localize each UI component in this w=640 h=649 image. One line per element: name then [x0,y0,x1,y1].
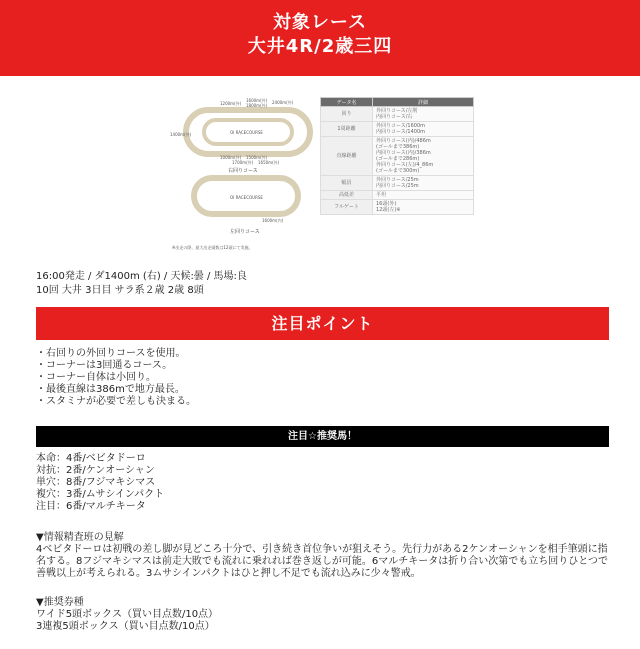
pick-honmei: 本命：4番/ベビタドーロ [36,453,146,464]
picks-list [36,453,164,513]
distance-1600: 1600m(外) [246,98,268,103]
row-value-line: 外回りコース/25m [376,177,419,183]
table-header-key: データ名 [321,98,373,107]
table-row [321,107,474,122]
race-info [36,270,247,298]
points-heading: 注目ポイント [36,307,609,340]
row-value [373,107,474,122]
row-value [373,176,474,191]
tickets-section [36,597,218,633]
pick-fukuana: 複穴：3番/ムサシインパクト [36,489,165,500]
row-value [373,122,474,137]
table-row [321,191,474,200]
row-value-line: 外回りコース/1600m [376,123,426,129]
picks-heading: 注目☆推奨馬！ [36,426,609,447]
ticket-sanrenpuku: 3連複5頭ボックス（買い目点数/10点） [36,621,215,632]
row-key: フルゲート [321,200,373,215]
row-key: 高低差 [321,191,373,200]
track-watermark-2: OI RACECOURSE [230,195,263,200]
points-list [36,348,196,408]
analysis-title: ▼情報精査班の見解 [36,532,124,543]
table-header-row [321,98,474,107]
row-value [373,191,474,200]
row-key: 回り [321,107,373,122]
distance-inner-1600: 1600m(内) [262,218,284,223]
pick-tanana: 単穴：8番/フジマキシマス [36,477,156,488]
distance-1500: 1500m(外) [246,155,268,160]
row-value-line: 平坦 [376,192,387,198]
page-header [0,0,640,76]
row-value-line: 12頭(左)※ [376,207,401,213]
table-row [321,176,474,191]
outer-course-label: 右回りコース [228,168,258,174]
pick-chumoku: 注目：6番/マルチキータ [36,501,146,512]
row-value-line: 内回りコース(内)/386m [376,150,431,156]
analysis-body: 4ベビタドーロは初戦の差し脚が見どころ十分で、引き続き首位争いが狙えそう。先行力がある2ケンオーシャンを相手筆頭に指名する。8フジマキシマスは前走大敗でも流れに乗れれば巻き返しが可能。6マルチキータは折り合い次第でも立ち回りひとつで善戦以上が考えられる。3ムサシインパクトはひと押し不足でも流れ込みに少々警戒。 [36,544,609,579]
row-value-line: 外回りコース(内)/486m [376,138,431,144]
row-value-line: 16頭(外) [376,201,397,207]
course-map [168,92,318,258]
distance-1400: 1400m(外) [170,132,192,137]
course-spec-table [320,97,474,215]
pick-taikou: 対抗：2番/ケンオーシャン [36,465,155,476]
distance-1800: 1800m(外) [246,103,268,108]
race-conditions: 16:00発走 / ダ1400m (右) / 天候:曇 / 馬場:良 [36,271,247,282]
ticket-wide: ワイド5頭ボックス（買い目点数/10点） [36,609,219,620]
list-item: ・右回りの外回りコースを使用。 [36,348,186,359]
row-value-line: 外回りコース/左削 [376,108,418,114]
row-value [373,137,474,176]
row-key: 幅員 [321,176,373,191]
row-value-line: 内回りコース/25m [376,183,419,189]
row-value-line: (ゴールまで386m) [376,144,420,150]
row-value-line: 外回りコース(左)/4_86m [376,162,434,168]
header-race-name: 大井4R/2歳三四 [247,36,393,57]
list-item: ・スタミナが必要で差しも決まる。 [36,396,196,407]
table-row [321,200,474,215]
distance-1700: 1700m(外) [232,160,254,165]
row-value-line: 内回りコース/1400m [376,129,426,135]
row-key: 直線距離 [321,137,373,176]
list-item: ・最後直線は386mで地方最長。 [36,384,185,395]
row-value-line: (ゴールまで300m) [376,168,420,174]
distance-2400: 2400m(外) [272,100,294,105]
table-row [321,137,474,176]
distance-1000: 1000m(外) [220,155,242,160]
header-title: 対象レース [272,12,368,33]
row-key: 1周距離 [321,122,373,137]
inner-course-label: 左回りコース [230,229,260,235]
analysis-section [36,532,611,580]
track-watermark-1: OI RACECOURSE [230,130,263,135]
row-value [373,200,474,215]
table-row [321,122,474,137]
course-note: ※出走の際、最大出走頭数は12頭にて実施。 [172,245,253,250]
row-value-line: 内回りコース/右 [376,114,413,120]
row-value-line: (ゴールまで286m) [376,156,420,162]
tickets-title: ▼推奨券種 [36,597,84,608]
distance-1650: 1650m(外) [258,160,280,165]
race-meeting: 10回 大井 3日目 サラ系２歳 2歳 8頭 [36,285,204,296]
list-item: ・コーナー自体は小回り。 [36,372,156,383]
table-header-detail: 詳細 [373,98,474,107]
distance-1200: 1200m(外) [220,101,242,106]
list-item: ・コーナーは3回通るコース。 [36,360,173,371]
